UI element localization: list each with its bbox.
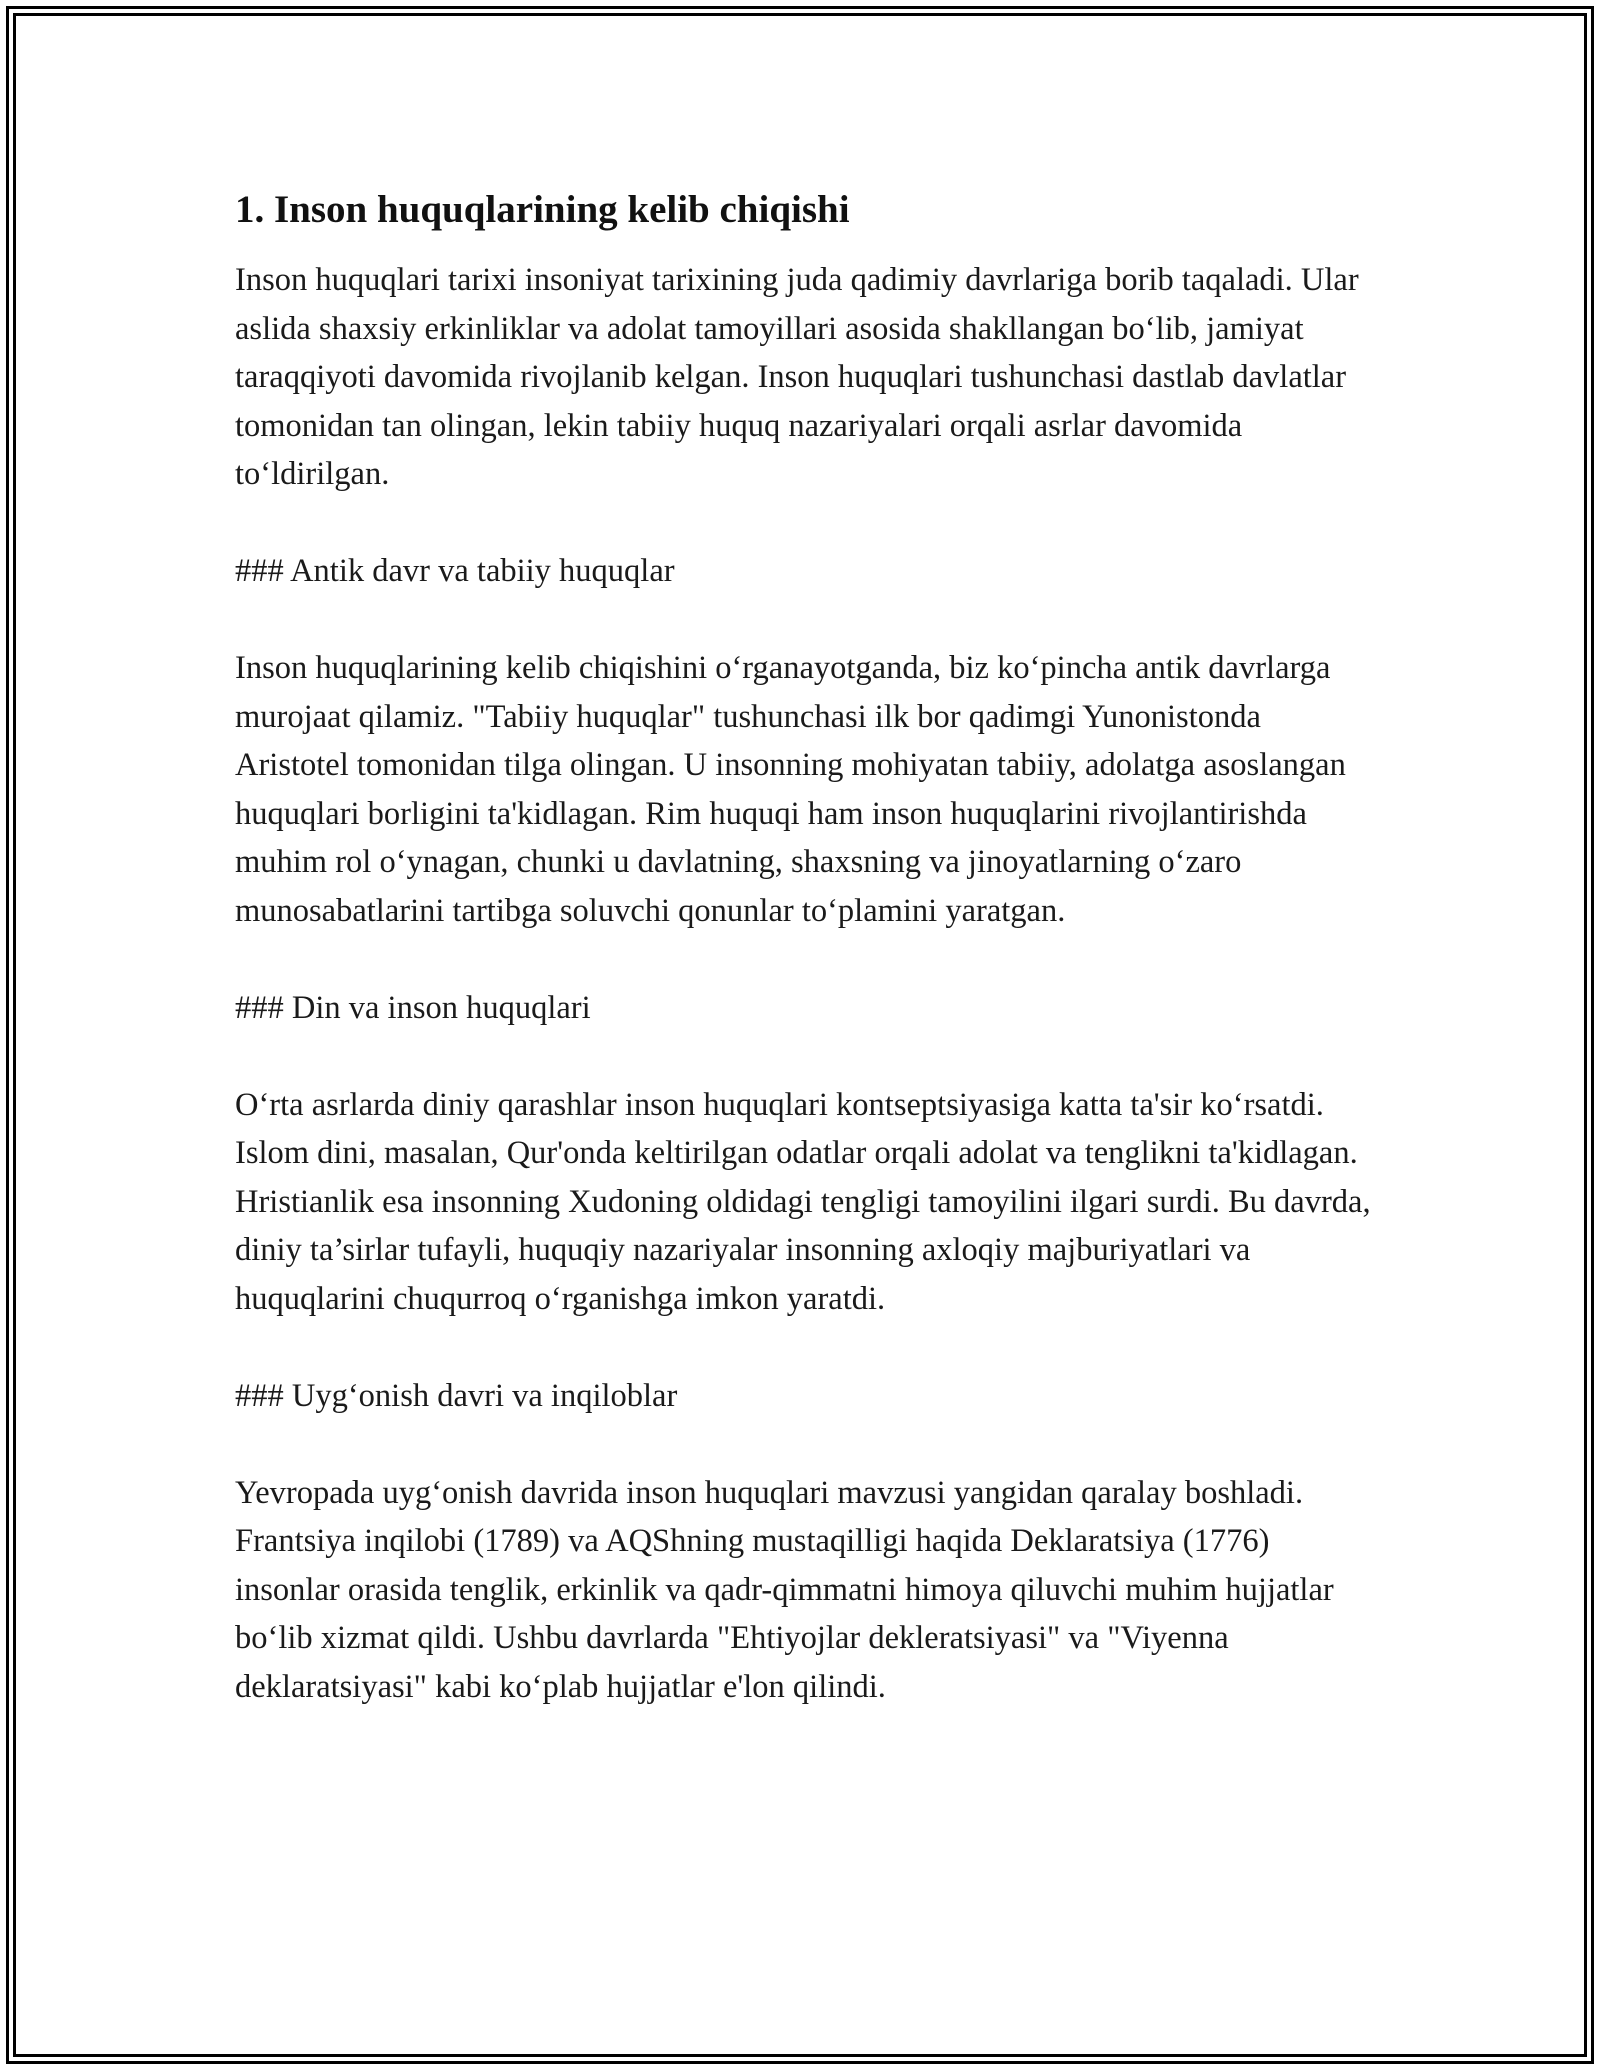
section-paragraph-din: O‘rta asrlarda diniy qarashlar inson huquqlari kontseptsiyasiga katta ta'sir ko‘rsatdi. Islom dini, masalan, Qur'onda keltirilgan odatlar orqali adolat va tenglikni ta'kidlagan. Hristianlik esa insonning Xudoning oldidagi tengligi tamoyilini ilgari surdi. Bu davrda, diniy ta’sirlar tufayli, huquqiy nazariyalar insonning axloqiy majburiyatlari va huquqlarini chuqurroq o‘rganishga imkon yaratdi. <box>235 1086 1371 1317</box>
intro-paragraph: Inson huquqlari tarixi insoniyat tarixining juda qadimiy davrlariga borib taqaladi. Ular aslida shaxsiy erkinliklar va adolat tamoyillari asosida shakllangan bo‘lib, jamiyat taraqqiyoti davomida rivojlanib kelgan. Inson huquqlari tushunchasi dastlab davlatlar tomonidan tan olingan, lekin tabiiy huquq nazariyalari orqali asrlar davomida to‘ldirilgan. <box>235 262 1359 492</box>
section-paragraph-uygonish: Yevropada uyg‘onish davrida inson huquqlari mavzusi yangidan qaralay boshladi. Frantsiya inqilobi (1789) va AQShning mustaqilligi haqida Deklaratsiya (1776) insonlar orasida tenglik, erkinlik va qadr-qimmatni himoya qiluvchi muhim hujjatlar bo‘lib xizmat qildi. Ushbu davrlarda "Ehtiyojlar dekleratsiyasi" va "Viyenna deklaratsiyasi" kabi ko‘plab hujjatlar e'lon qilindi. <box>235 1474 1334 1705</box>
section-paragraph-antik: Inson huquqlarining kelib chiqishini o‘rganayotganda, biz ko‘pincha antik davrlarga murojaat qilamiz. "Tabiiy huquqlar" tushunchasi ilk bor qadimgi Yunonistonda Aristotel tomonidan tilga olingan. U insonning mohiyatan tabiiy, adolatga asoslangan huquqlari borligini ta'kidlagan. Rim huquqi ham inson huquqlarini rivojlantirishda muhim rol o‘ynagan, chunki u davlatning, shaxsning va jinoyatlarning o‘zaro munosabatlarini tartibga soluvchi qonunlar to‘plamini yaratgan. <box>235 650 1346 929</box>
page-title: 1. Inson huquqlarining kelib chiqishi <box>235 188 850 231</box>
section-heading-din: ### Din va inson huquqlari <box>235 989 591 1026</box>
section-heading-uygonish: ### Uyg‘onish davri va inqiloblar <box>235 1377 678 1414</box>
document-body <box>235 186 1375 1711</box>
section-heading-antik: ### Antik davr va tabiiy huquqlar <box>235 553 675 589</box>
